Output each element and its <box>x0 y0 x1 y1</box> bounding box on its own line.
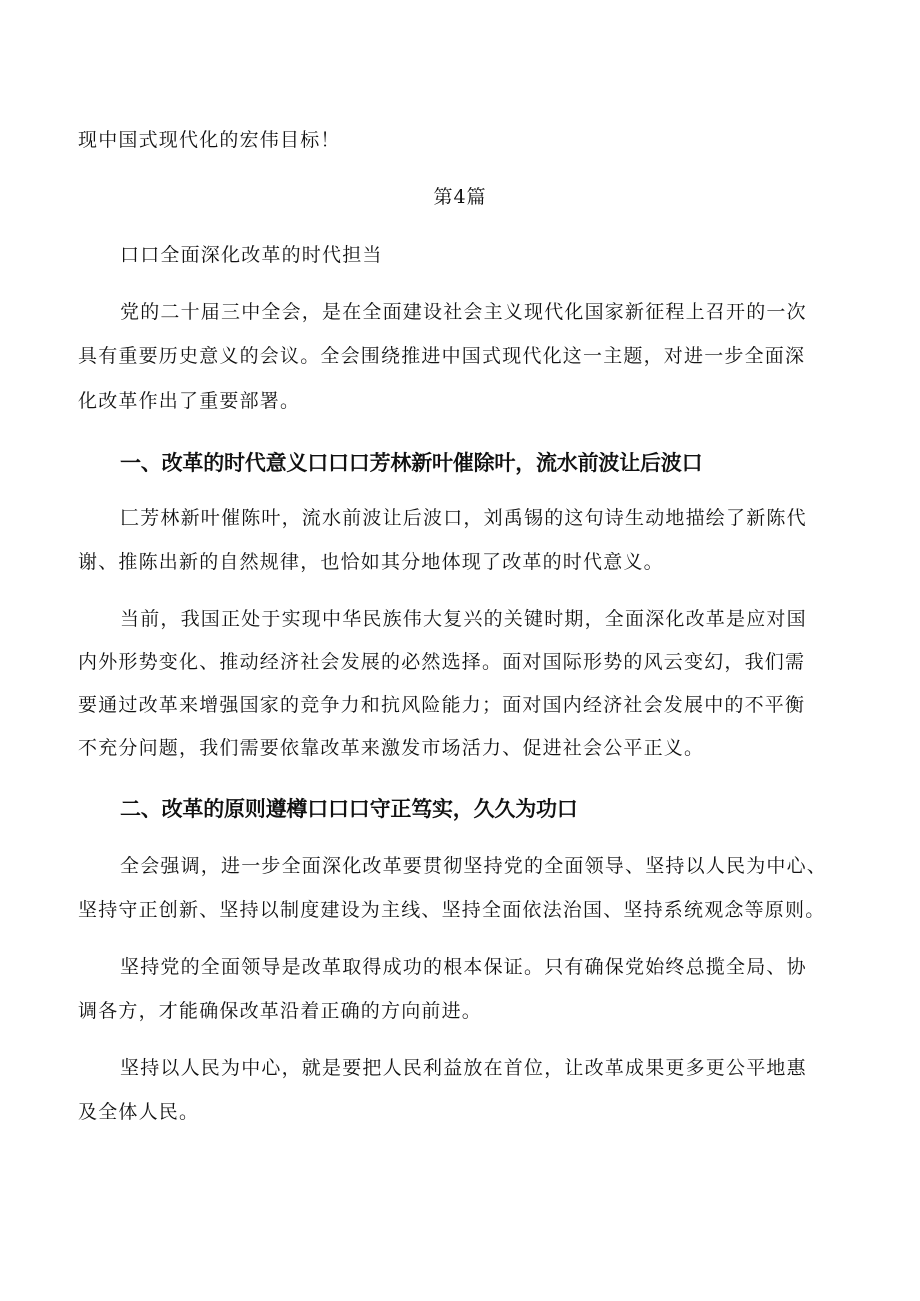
section1-paragraph-line: 内外形势变化、推动经济社会发展的必然选择。面对国际形势的风云变幻，我们需 <box>78 651 806 673</box>
section2-paragraph-line: 坚持党的全面领导是改革取得成功的根本保证。只有确保党始终总揽全局、协 <box>120 956 807 978</box>
intro-line: 党的二十届三中全会，是在全面建设社会主义现代化国家新征程上召开的一次 <box>120 301 807 323</box>
section2-paragraph-line: 全会强调，进一步全面深化改革要贯彻坚持党的全面领导、坚持以人民为中心、 <box>120 855 828 877</box>
previous-article-tail: 现中国式现代化的宏伟目标！ <box>78 129 341 151</box>
section1-paragraph-line: 当前，我国正处于实现中华民族伟大复兴的关键时期，全面深化改革是应对国 <box>120 608 807 630</box>
intro-line: 具有重要历史意义的会议。全会围绕推进中国式现代化这一主题，对进一步全面深 <box>78 345 806 367</box>
section1-paragraph-line: 要通过改革来增强国家的竞争力和抗风险能力；面对国内经济社会发展中的不平衡 <box>78 694 806 716</box>
section1-paragraph-line: 谢、推陈出新的自然规律，也恰如其分地体现了改革的时代意义。 <box>78 551 664 573</box>
section1-paragraph-line: 不充分问题，我们需要依靠改革来激发市场活力、促进社会公平正义。 <box>78 737 705 759</box>
section-heading-1: 一、改革的时代意义口口口芳林新叶催除叶，流水前波让后波口 <box>120 451 703 475</box>
section2-paragraph-line: 坚持守正创新、坚持以制度建设为主线、坚持全面依法治国、坚持系统观念等原则。 <box>78 899 826 921</box>
section2-paragraph-line: 及全体人民。 <box>78 1101 200 1123</box>
section1-paragraph-line: 匚芳林新叶催陈叶，流水前波让后波口，刘禹锡的这句诗生动地描绘了新陈代 <box>120 507 807 529</box>
article-title: 第4篇 <box>433 186 487 208</box>
section-heading-2: 二、改革的原则遵樽口口口守正笃实，久久为功口 <box>120 797 578 821</box>
section2-paragraph-line: 调各方，才能确保改革沿着正确的方向前进。 <box>78 1000 483 1022</box>
article-subtitle: 口口全面深化改革的时代担当 <box>120 244 383 266</box>
section2-paragraph-line: 坚持以人民为中心，就是要把人民利益放在首位，让改革成果更多更公平地惠 <box>120 1057 807 1079</box>
intro-line: 化改革作出了重要部署。 <box>78 390 301 412</box>
